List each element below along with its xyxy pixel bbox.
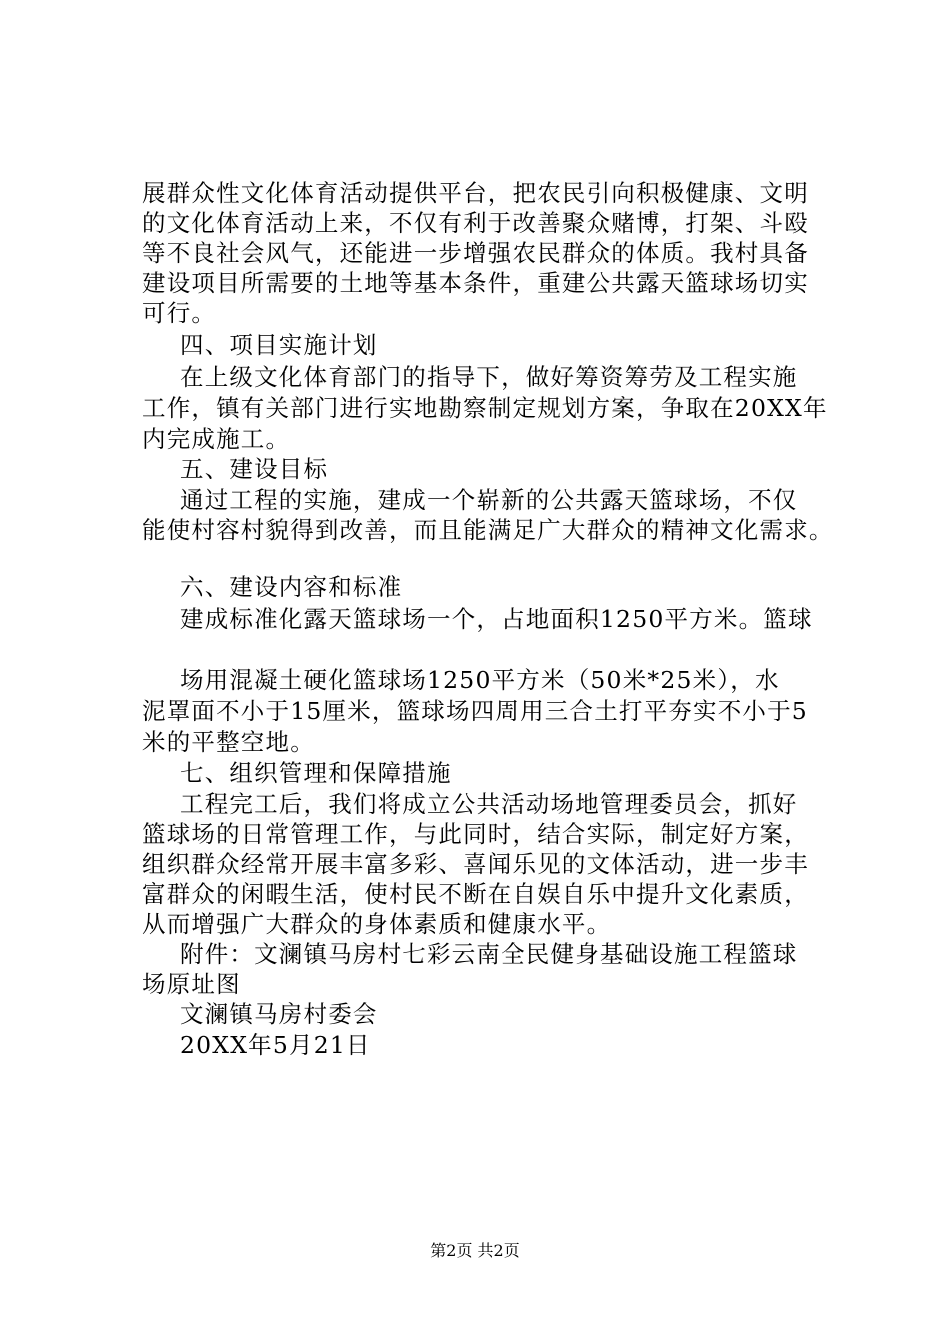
text-line: 在上级文化体育部门的指导下，做好筹资筹劳及工程实施 bbox=[180, 363, 798, 391]
text-line: 工作，镇有关部门进行实地勘察制定规划方案，争取在20XX年 bbox=[142, 394, 828, 422]
text-line: 可行。 bbox=[142, 299, 217, 327]
section-heading: 五、建设目标 bbox=[180, 455, 329, 483]
page-number-footer: 第2页 共2页 bbox=[430, 1241, 520, 1260]
text-line: 通过工程的实施，建成一个崭新的公共露天篮球场，不仅 bbox=[180, 486, 798, 514]
section-heading: 七、组织管理和保障措施 bbox=[180, 759, 452, 787]
text-line: 场用混凝土硬化篮球场1250平方米（50米*25米），水 bbox=[180, 666, 780, 694]
text-line: 等不良社会风气，还能进一步增强农民群众的体质。我村具备 bbox=[142, 239, 809, 267]
text-line: 从而增强广大群众的身体素质和健康水平。 bbox=[142, 910, 612, 938]
text-line: 建设项目所需要的土地等基本条件，重建公共露天篮球场切实 bbox=[142, 269, 809, 297]
document-date: 20XX年5月21日 bbox=[180, 1031, 371, 1059]
text-line: 组织群众经常开展丰富多彩、喜闻乐见的文体活动，进一步丰 bbox=[142, 850, 809, 878]
text-line: 富群众的闲暇生活，使村民不断在自娱自乐中提升文化素质， bbox=[142, 880, 809, 908]
text-line: 能使村容村貌得到改善，而且能满足广大群众的精神文化需求。 bbox=[142, 516, 834, 544]
text-line: 米的平整空地。 bbox=[142, 728, 315, 756]
attachment-line: 场原址图 bbox=[142, 970, 241, 998]
text-line: 泥罩面不小于15厘米，篮球场四周用三合土打平夯实不小于5 bbox=[142, 697, 808, 725]
attachment-line: 附件：文澜镇马房村七彩云南全民健身基础设施工程篮球 bbox=[180, 940, 798, 968]
text-line: 的文化体育活动上来，不仅有利于改善聚众赌博，打架、斗殴 bbox=[142, 209, 809, 237]
text-line: 篮球场的日常管理工作，与此同时，结合实际，制定好方案， bbox=[142, 820, 809, 848]
section-heading: 六、建设内容和标准 bbox=[180, 573, 403, 601]
text-line: 工程完工后，我们将成立公共活动场地管理委员会，抓好 bbox=[180, 790, 798, 818]
text-line: 内完成施工。 bbox=[142, 425, 291, 453]
text-line: 展群众性文化体育活动提供平台，把农民引向积极健康、文明 bbox=[142, 179, 809, 207]
signatory: 文澜镇马房村委会 bbox=[180, 1000, 378, 1028]
text-line: 建成标准化露天篮球场一个，占地面积1250平方米。篮球 bbox=[180, 605, 813, 633]
section-heading: 四、项目实施计划 bbox=[180, 331, 378, 359]
